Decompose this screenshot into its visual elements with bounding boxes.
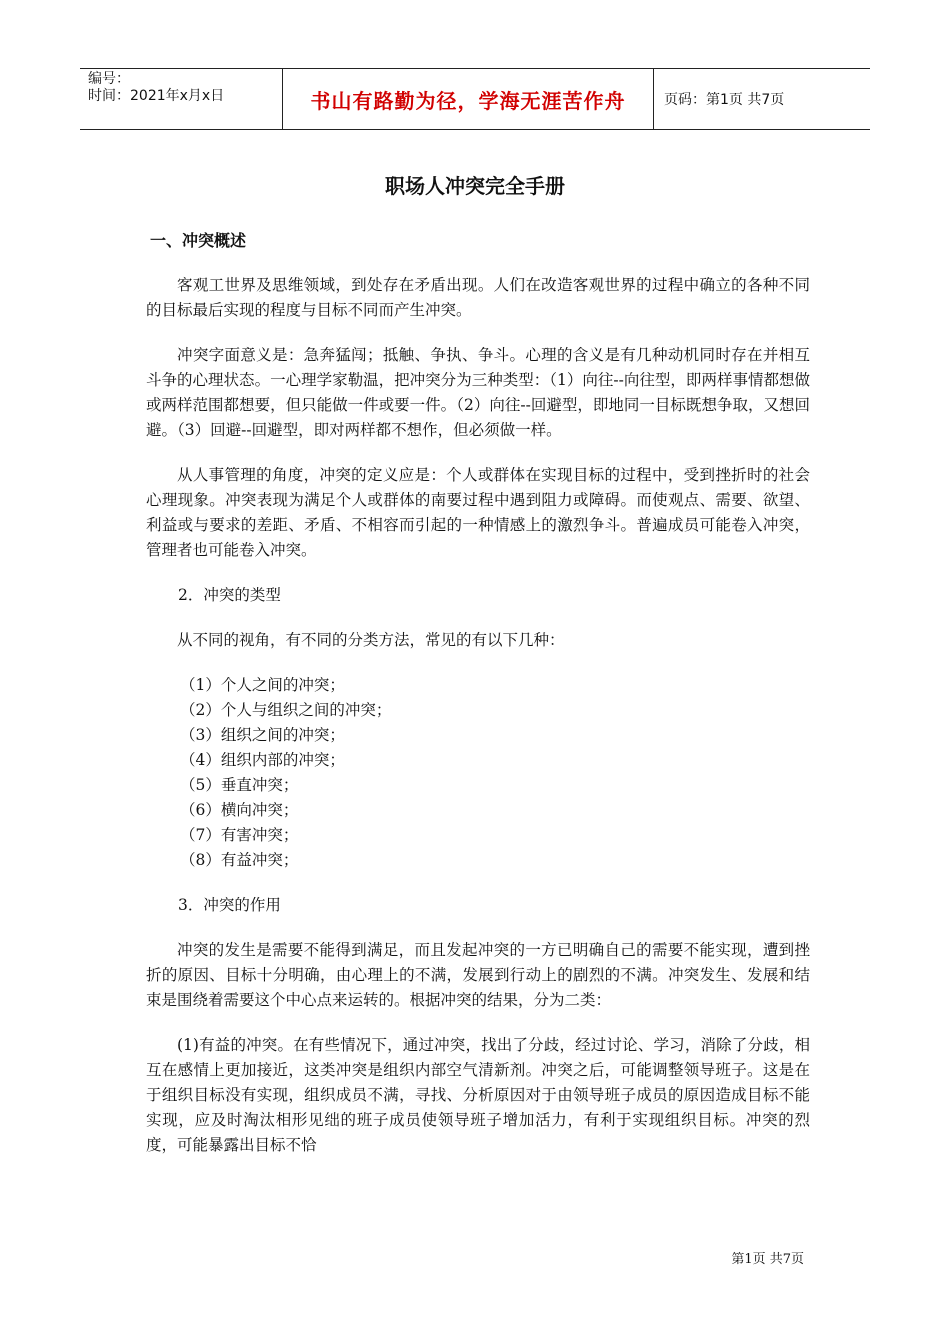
conflict-type-list: [180, 673, 810, 873]
document-body: [146, 228, 810, 1178]
list-item: （4）组织内部的冲突；: [180, 751, 345, 769]
list-item: （1）个人之间的冲突；: [180, 676, 345, 694]
list-item: （2）个人与组织之间的冲突；: [180, 701, 392, 719]
header-page-info: 页码：第1页 共7页: [664, 92, 785, 108]
paragraph-2: 冲突字面意义是：急奔猛闯；抵触、争执、争斗。心理的含义是有几种动机同时存在并相互斗争的心理状态。一心理学家勒温，把冲突分为三种类型：（1）向往--向往型，即两样事情都想做或两样范围都想要，但只能做一件或要一件。（2）向往--回避型，即地同一目标既想争取，又想回避。（3）回避--回避型，即对两样都不想作，但必须做一样。: [146, 346, 810, 439]
paragraph-3: 从人事管理的角度，冲突的定义应是：个人或群体在实现目标的过程中，受到挫折时的社会心理现象。冲突表现为满足个人或群体的南要过程中遇到阻力或障碍。而使观点、需要、欲望、利益或与要求的差距、矛盾、不相容而引起的一种情感上的激烈争斗。普遍成员可能卷入冲突，管理者也可能卷入冲突。: [146, 466, 810, 559]
page-header: [80, 68, 870, 130]
paragraph-5: 冲突的发生是需要不能得到满足，而且发起冲突的一方已明确自己的需要不能实现，遭到挫折的原因、目标十分明确，由心理上的不满，发展到行动上的剧烈的不满。冲突发生、发展和结束是围绕着需要这个中心点来运转的。根据冲突的结果，分为二类：: [146, 941, 810, 1009]
subheading-effects: 3．冲突的作用: [178, 896, 281, 914]
list-item: （5）垂直冲突；: [180, 776, 299, 794]
document-title: 职场人冲突完全手册: [385, 174, 565, 198]
header-number: 编号：: [88, 71, 130, 87]
list-item: （7）有害冲突；: [180, 826, 299, 844]
header-time: 时间：2021年x月x日: [88, 88, 225, 104]
paragraph-1: 客观工世界及思维领域，到处存在矛盾出现。人们在改造客观世界的过程中确立的各种不同的目标最后实现的程度与目标不同而产生冲突。: [146, 276, 810, 319]
list-item: （6）横向冲突；: [180, 801, 299, 819]
subheading-types: 2．冲突的类型: [178, 586, 281, 604]
header-meta: [80, 69, 282, 129]
page-footer: 第1页 共7页: [731, 1252, 804, 1267]
paragraph-6: (1)有益的冲突。在有些情况下，通过冲突，找出了分歧，经过讨论、学习，消除了分歧，相互在感情上更加接近，这类冲突是组织内部空气清新剂。冲突之后，可能调整领导班子。这是在于组织目标没有实现，组织成员不满，寻找、分析原因对于由领导班子成员的原因造成目标不能实现，应及时淘汰相形见绌的班子成员使领导班子增加活力，有利于实现组织目标。冲突的烈度，可能暴露出目标不恰: [146, 1036, 810, 1154]
section-heading: 一、冲突概述: [150, 231, 247, 250]
list-item: （3）组织之间的冲突；: [180, 726, 345, 744]
list-item: （8）有益冲突；: [180, 851, 299, 869]
paragraph-4: 从不同的视角，有不同的分类方法，常见的有以下几种：: [177, 631, 565, 649]
header-motto: 书山有路勤为径，学海无涯苦作舟: [282, 69, 654, 129]
